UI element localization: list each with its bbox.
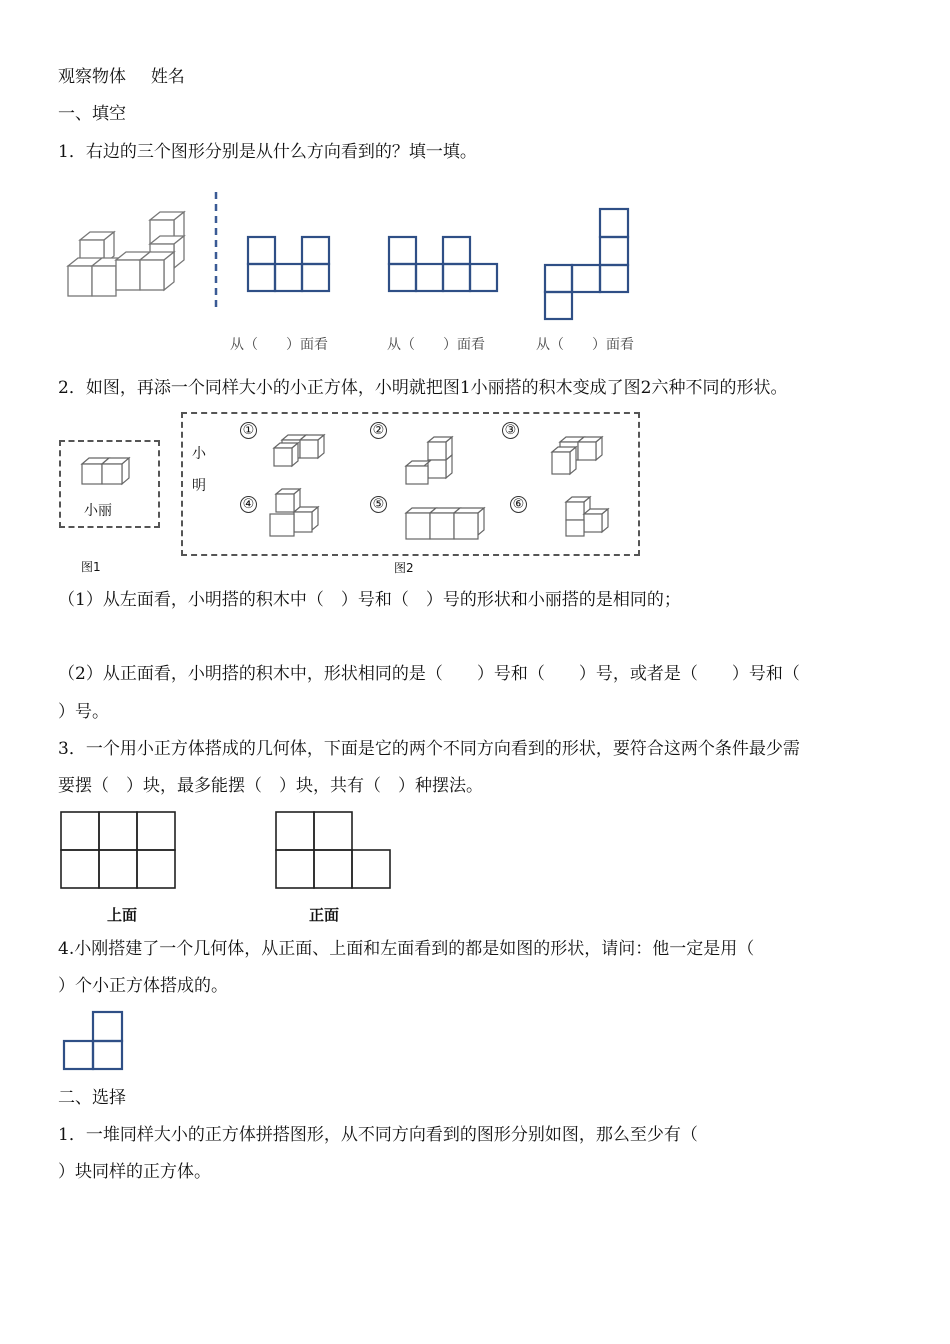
q1-view-2 — [388, 236, 499, 292]
q2-sub1: （1）从左面看，小明搭的积木中（ ）号和（ ）号的形状和小丽搭的是相同的； — [58, 590, 681, 610]
shape-number-5: ⑤ — [370, 496, 387, 513]
xiaoming-shape-3 — [550, 434, 620, 478]
q1-text: 1．右边的三个图形分别是从什么方向看到的？填一填。 — [58, 142, 477, 162]
xiaoli-label: 小丽 — [84, 503, 112, 519]
xiaoming-shape-1 — [272, 432, 342, 472]
shape-number-2: ② — [370, 422, 387, 439]
shape-number-4: ④ — [240, 496, 257, 513]
page-title — [58, 66, 185, 88]
q1-caption-1: 从（ ）面看 — [230, 337, 328, 353]
q3-top-view — [60, 811, 178, 890]
q1-caption-3: 从（ ）面看 — [536, 337, 634, 353]
section2-heading: 二、选择 — [58, 1088, 126, 1108]
fig1-label: 图1 — [81, 560, 101, 574]
q2-sub2-line1: （2）从正面看，小明搭的积木中，形状相同的是（ ）号和（ ）号，或者是（ ）号和（ — [58, 664, 800, 684]
q3-top-label: 上面 — [107, 906, 138, 924]
q2-sub2-line2: ）号。 — [58, 702, 109, 722]
q3-front-label: 正面 — [309, 906, 340, 924]
q1-view-3 — [544, 208, 630, 320]
xiaoli-blocks — [80, 452, 140, 492]
shape-number-3: ③ — [502, 422, 519, 439]
q1-caption-2: 从（ ）面看 — [387, 337, 485, 353]
shape-number-6: ⑥ — [510, 496, 527, 513]
q1-view-1 — [247, 236, 331, 292]
xiaoming-shape-5 — [404, 503, 488, 543]
q1-divider — [214, 192, 218, 307]
q1-isometric-cubes — [60, 200, 200, 310]
name-label: 姓名 — [150, 67, 185, 87]
shape-number-1: ① — [240, 422, 257, 439]
worksheet-title: 观察物体 — [58, 67, 126, 87]
xiaoming-shape-2 — [404, 436, 464, 486]
xiaoming-label-1: 小 — [192, 446, 206, 462]
q4-line1: 4.小刚搭建了一个几何体，从正面、上面和左面看到的都是如图的形状，请问：他一定是用（ — [58, 939, 755, 959]
xiaoming-shape-6 — [562, 494, 622, 540]
q4-view-shape — [62, 1011, 124, 1071]
q4-line2: ）个小正方体搭成的。 — [58, 976, 228, 996]
c1-line2: ）块同样的正方体。 — [58, 1162, 211, 1182]
q3-front-view — [275, 811, 393, 890]
xiaoming-label-2: 明 — [192, 478, 206, 494]
fig2-label: 图2 — [394, 561, 414, 575]
c1-line1: 1．一堆同样大小的正方体拼搭图形，从不同方向看到的图形分别如图，那么至少有（ — [58, 1125, 698, 1145]
section1-heading: 一、填空 — [58, 104, 126, 124]
q2-text: 2．如图，再添一个同样大小的小正方体，小明就把图1小丽搭的积木变成了图2六种不同的形状。 — [58, 378, 788, 398]
q3-line1: 3．一个用小正方体搭成的几何体，下面是它的两个不同方向看到的形状，要符合这两个条件最少需 — [58, 739, 800, 759]
xiaoming-shape-4 — [268, 486, 328, 540]
q3-line2: 要摆（ ）块，最多能摆（ ）块，共有（ ）种摆法。 — [58, 776, 483, 796]
